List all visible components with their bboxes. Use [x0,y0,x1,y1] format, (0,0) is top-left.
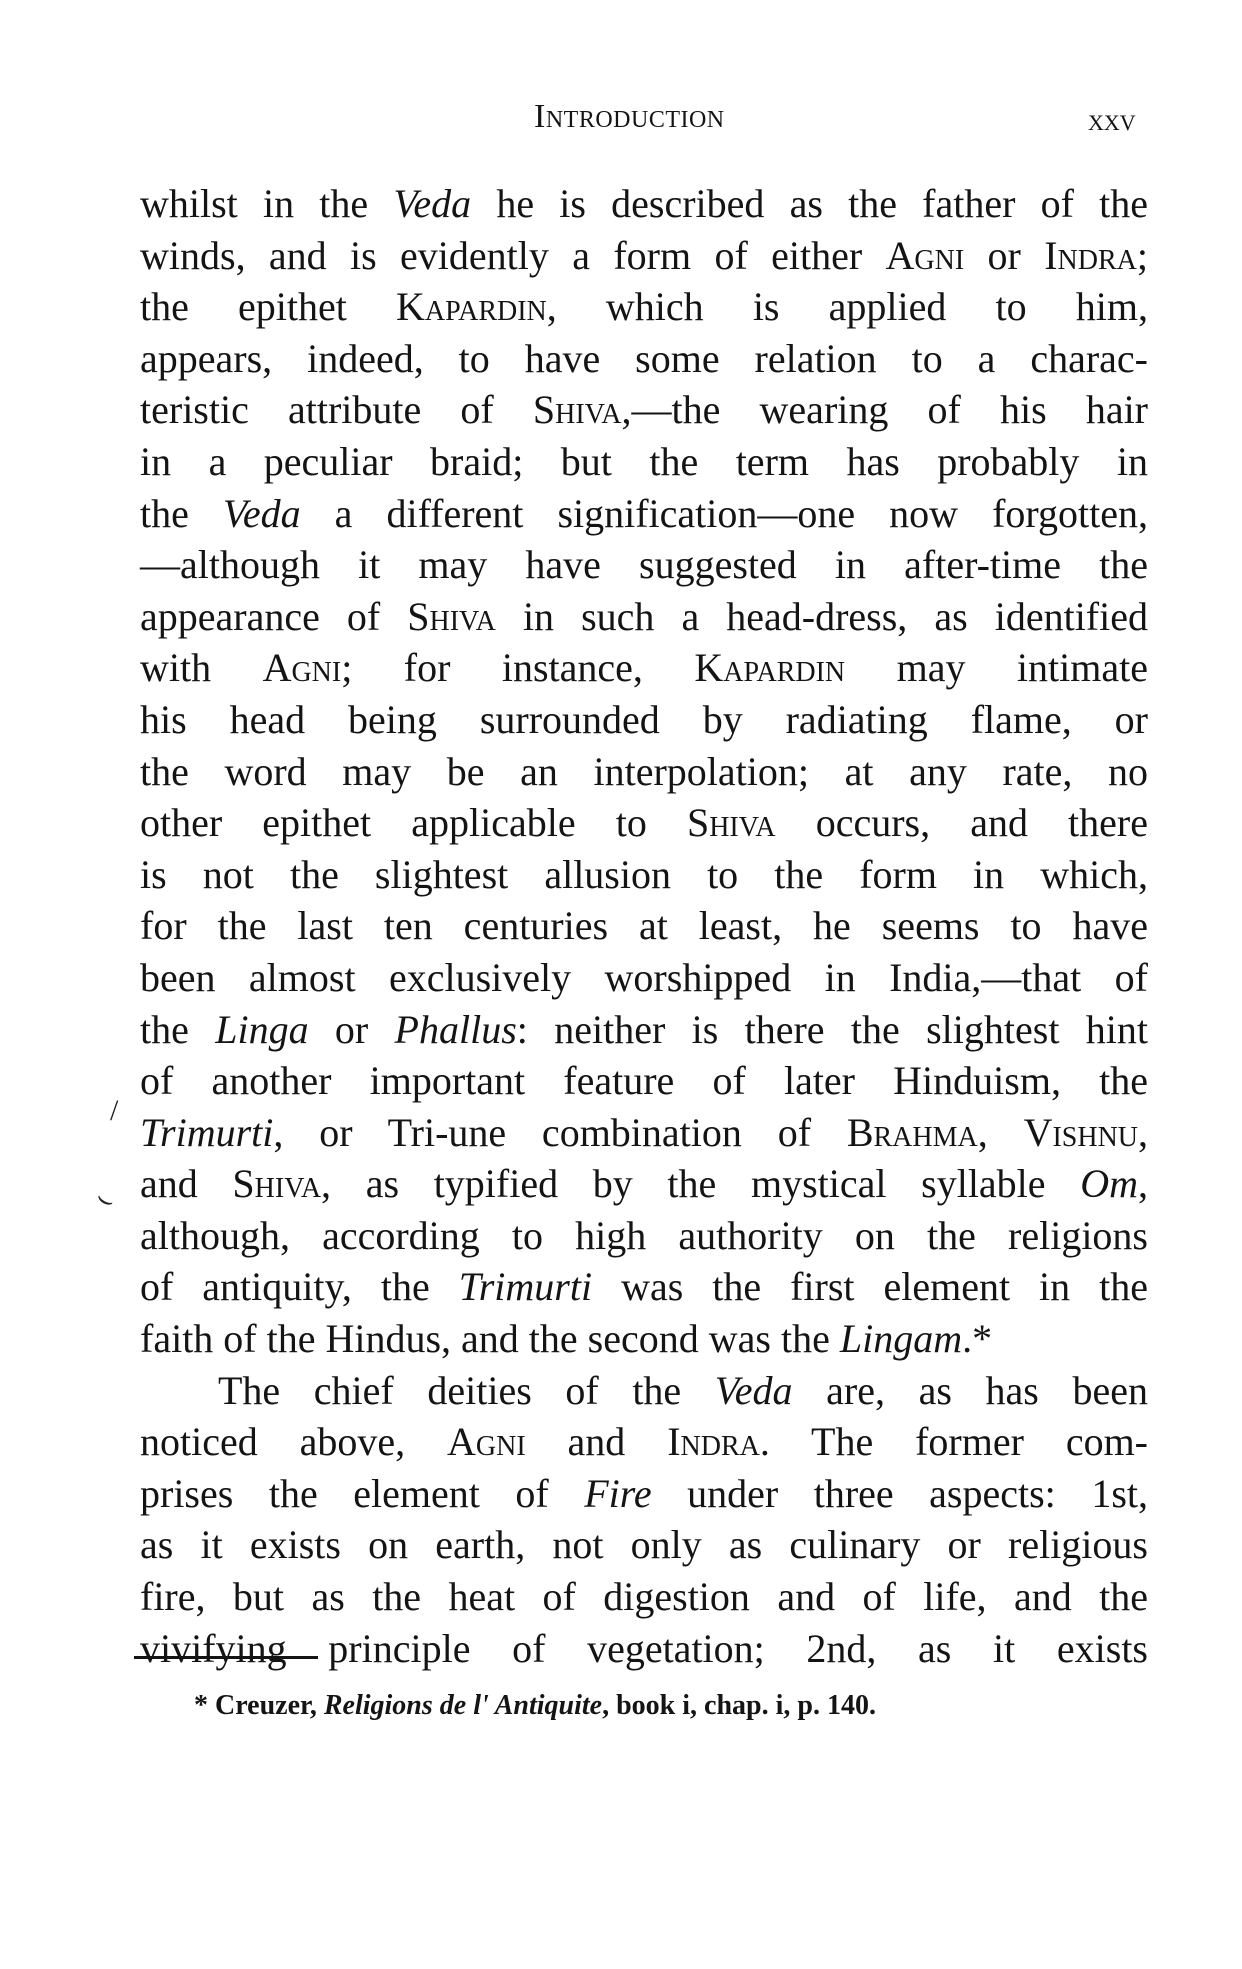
margin-slash-mark: / [110,1094,119,1127]
text-line: appears, indeed, to have some relation to a charac- [140,335,1148,381]
text-line: teristic attribute of Shiva,—the wearing of his hair [140,387,1149,433]
footnote-mark: * [194,1690,215,1721]
footnote-author: Creuzer, [215,1690,324,1721]
text-line: the Linga or Phallus: neither is there the slightest hint [140,1006,1148,1052]
text-line: —although it may have suggested in after-time the [140,542,1148,588]
text-line: of another important feature of later Hinduism, the [140,1058,1148,1104]
text-line: Trimurti, or Tri-une combination of Brahma, Vishnu, [140,1109,1149,1155]
text-line: with Agni; for instance, Kapardin may intimate [140,645,1148,691]
footnote-title: Religions de l' Antiquite [323,1690,603,1721]
text-line: The chief deities of the Veda are, as has been [218,1367,1148,1413]
text-line: other epithet applicable to Shiva occurs, and there [140,800,1148,846]
text-line: vivifying principle of vegetation; 2nd, as it exists [140,1625,1148,1671]
margin-hook-mark: ⌣ [90,1181,121,1218]
text-line: faith of the Hindus, and the second was the Lingam.* [140,1316,993,1362]
text-line: his head being surrounded by radiating flame, or [140,696,1148,742]
running-title: Introduction [534,98,725,135]
footnote-rule [134,1656,318,1659]
body-text [140,178,1148,1674]
text-line: been almost exclusively worshipped in India,—that of [140,954,1148,1000]
text-line: is not the slightest allusion to the form in which, [140,851,1148,897]
footnote [194,1690,1094,1722]
footnote-rest: , book i, chap. i, p. 140. [602,1690,876,1721]
text-line: although, according to high authority on the religions [140,1212,1148,1258]
text-line: appearance of Shiva in such a head-dress, as identified [140,593,1148,639]
text-line: for the last ten centuries at least, he seems to have [140,903,1148,949]
page-number: xxv [1088,102,1136,137]
text-line: the word may be an interpolation; at any rate, no [140,748,1148,794]
text-line: in a peculiar braid; but the term has probably in [140,438,1148,484]
text-line: whilst in the Veda he is described as the father of the [140,181,1148,226]
text-line: prises the element of Fire under three aspects: 1st, [140,1470,1148,1516]
text-line: the epithet Kapardin, which is applied to him, [140,284,1148,330]
text-line: of antiquity, the Trimurti was the first element in the [140,1264,1149,1310]
text-line: the Veda a different signification—one now forgotten, [140,490,1148,536]
text-line: winds, and is evidently a form of either Agni or Indra; [140,232,1149,278]
running-head [0,98,1242,142]
text-line: fire, but as the heat of digestion and of life, and the [140,1574,1148,1620]
text-line: as it exists on earth, not only as culinary or religious [140,1522,1148,1568]
text-line: noticed above, Agni and Indra. The former com- [140,1419,1149,1465]
text-line: and Shiva, as typified by the mystical syllable Om, [140,1161,1148,1207]
